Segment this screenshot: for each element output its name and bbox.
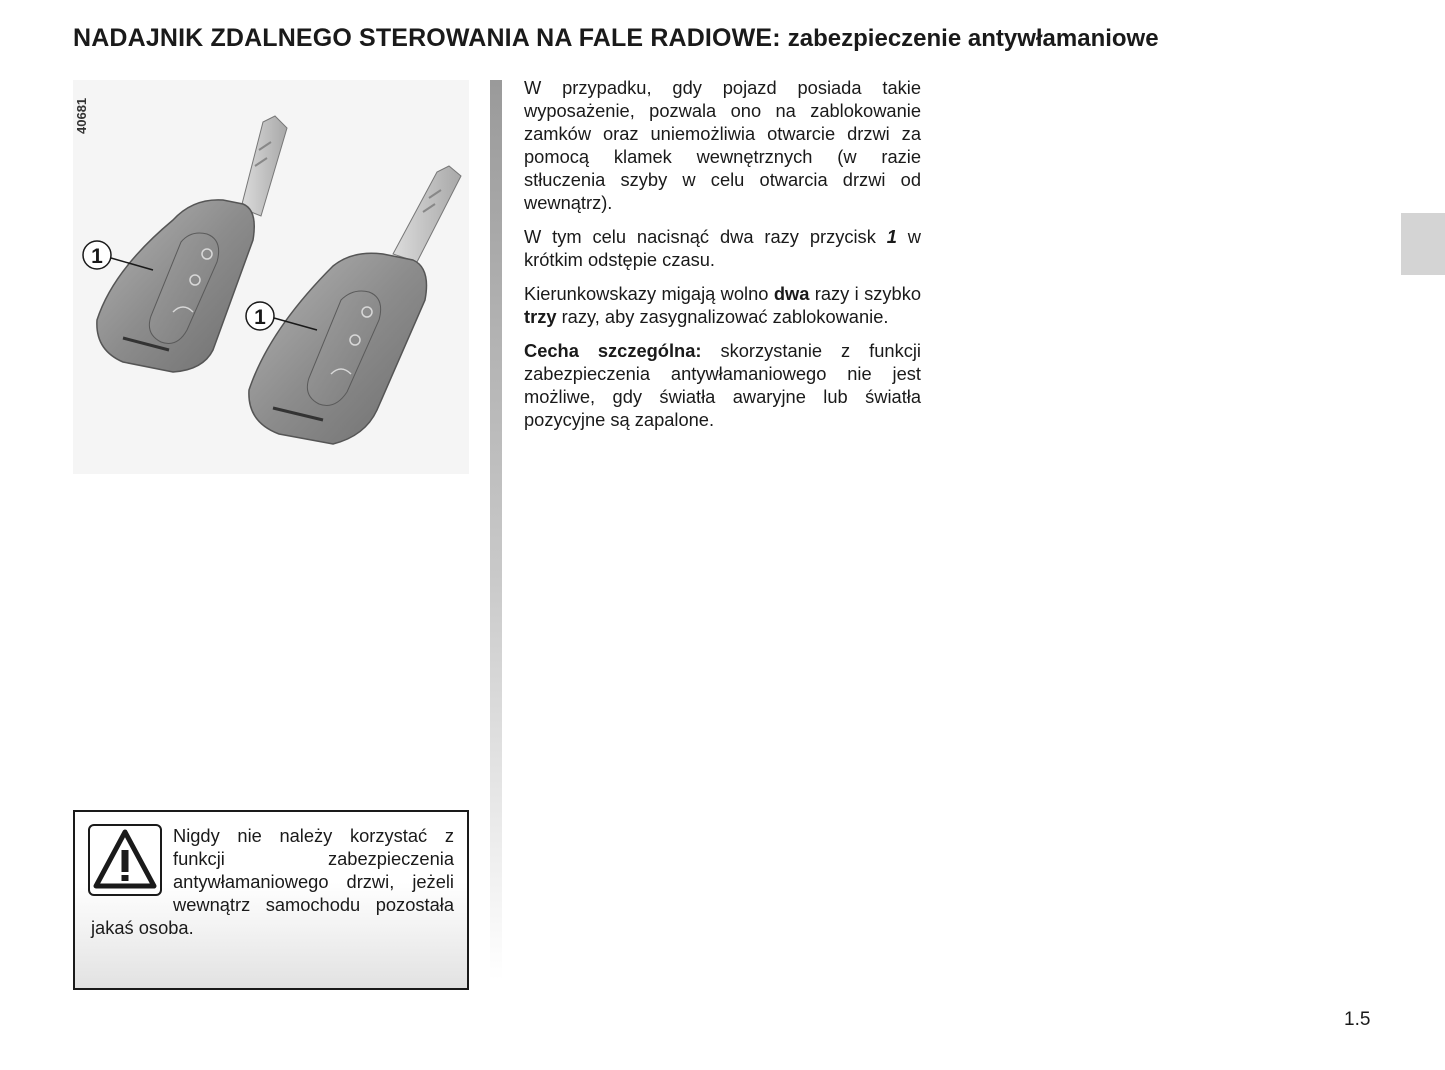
main-text	[524, 76, 921, 442]
p3-bold-three: trzy	[524, 306, 557, 327]
key-fob-illustration	[73, 80, 469, 474]
p3-text-c: razy i szybko	[809, 283, 921, 304]
p3-bold-two: dwa	[773, 283, 810, 304]
paragraph-3	[524, 282, 921, 328]
chapter-tab	[1401, 213, 1445, 275]
paragraph-4	[524, 339, 921, 431]
key-fob-drawing	[73, 80, 469, 474]
title-main: NADAJNIK ZDALNEGO STEROWANIA NA FALE RADIOWE:	[73, 24, 781, 52]
callout-label-right: 1	[254, 306, 266, 329]
p4-bold-label: Cecha szczególna:	[524, 340, 702, 361]
warning-text: Nigdy nie należy korzystać z funkcji zabezpieczenia antywłamaniowego drzwi, jeżeli wewnątrz samochodu pozostała jakaś osoba.	[91, 825, 454, 938]
key-left	[97, 116, 287, 372]
p2-text-c: w krótkim odstępie czasu.	[524, 226, 921, 270]
warning-box	[73, 810, 469, 990]
callout-label-left: 1	[91, 245, 103, 268]
p4-text: skorzystanie z funkcji zabezpieczenia antywłamaniowego nie jest możliwe, gdy światła awaryjne lub światła pozycyjne są zapalone.	[524, 340, 921, 430]
page-title	[73, 24, 1373, 53]
column-divider	[490, 80, 502, 980]
key-right	[249, 166, 461, 444]
paragraph-2	[524, 225, 921, 271]
warning-text-block	[91, 824, 454, 939]
figure-code: 40681	[74, 97, 89, 134]
paragraph-1: W przypadku, gdy pojazd posiada takie wyposażenie, pozwala ono na zablokowanie zamków oraz uniemożliwia otwarcie drzwi za pomocą klamek wewnętrznych (w razie stłuczenia szyby w celu otwarcia drzwi od wewnątrz).	[524, 77, 921, 213]
title-sub: zabezpieczenie antywłamaniowe	[787, 25, 1159, 52]
p2-text-a: W tym celu nacisnąć dwa razy przycisk	[524, 226, 887, 247]
page-number: 1.5	[1344, 1009, 1371, 1030]
p3-text-a: Kierunkowskazy migają wolno	[524, 283, 774, 304]
p3-text-e: razy, aby zasygnalizować zablokowanie.	[556, 306, 889, 327]
p2-button-ref: 1	[886, 226, 897, 247]
